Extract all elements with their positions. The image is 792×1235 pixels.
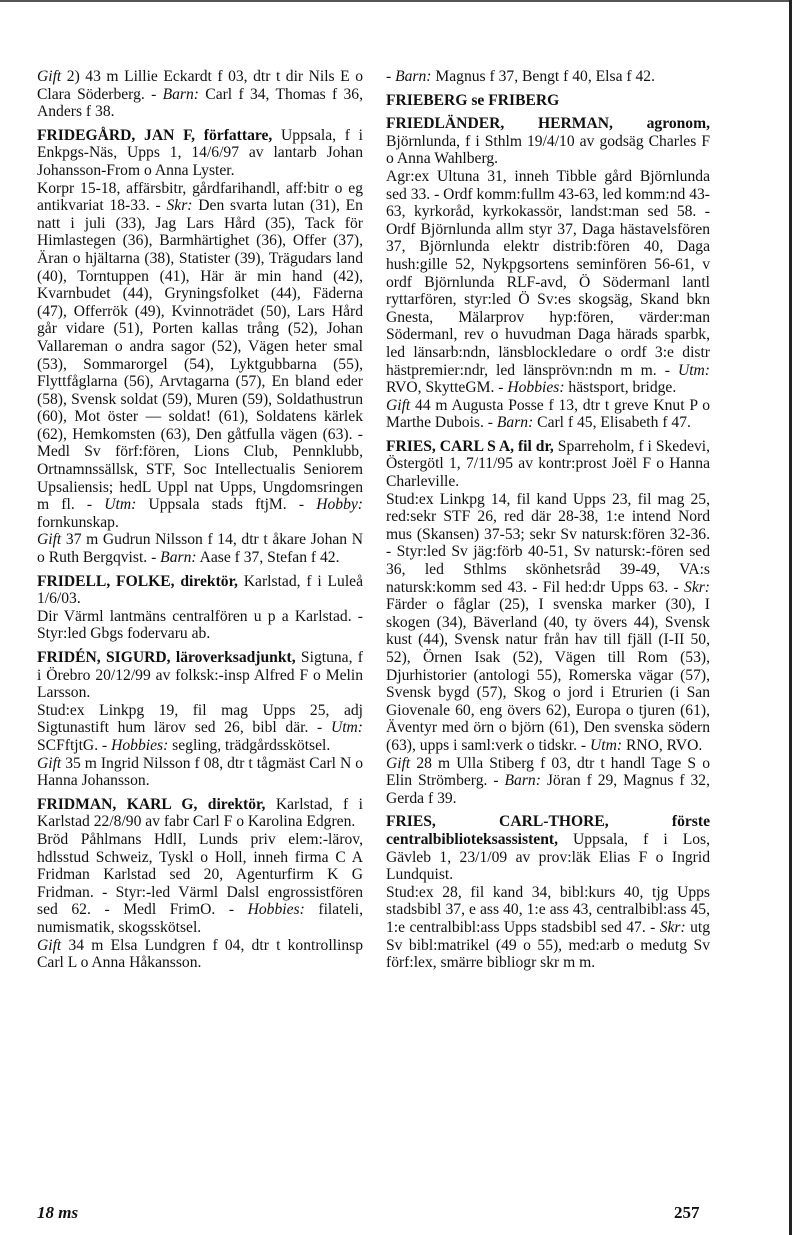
field-label: Gift [37,531,62,549]
entry-text: RNO, RVO. [622,736,703,754]
right-column [386,68,710,972]
entry-text: Carl f 34, Thomas f 36, Anders f 38. [37,85,363,121]
entry-text: Stud:ex Linkpg 14, fil kand Upps 23, fil mag 25, red:sekr STF 26, red där 28-38, 1:e intend Nord mus (Skansen) 37-53; sekr Sv natursk:fören 32-36. - Styr:led Sv jäg:förb 40-51, Sv natursk:-fören sed 36, led Sthlms skönhetsråd 39-49, VA:s natursk:komm sed 43. - Fil hed:dr Upps 63. - [386,490,710,596]
field-label: Hobbies: [111,736,169,754]
field-label: Barn: [162,85,199,103]
entry-text: Sigtuna, f i Örebro 20/12/99 av folksk:-insp Alfred F o Melin Larsson. [37,649,363,702]
field-label: Utm: [104,496,137,514]
entry-paragraph [386,115,710,168]
field-label: Hobbies: [507,379,565,397]
field-label: Utm: [590,736,623,754]
entry-text: utg Sv bibl:matrikel (49 o 55), med:arb o medutg Sv förf:lex, smärre bibliogr skr m m. [386,918,711,972]
entry-text: filateli, numismatik, skogsskötsel. [37,901,363,936]
entry-headword: FRIDELL, FOLKE, direktör, [37,572,238,590]
left-column [37,68,363,972]
entry-text: segling, trädgårdsskötsel. [168,736,331,754]
field-label: Hobby: [316,496,363,514]
entry-text: SCFftjtG. - [37,736,112,754]
body-paragraph [386,491,710,755]
entry-text: fornkunskap. [37,513,119,531]
entry-paragraph [37,127,363,180]
body-paragraph [37,531,363,566]
entry-text: Stud:ex Linkpg 19, fil mag Upps 25, adj Sigtunastift hum lärov sed 26, bibl där. - [37,701,363,737]
entry-text: Karlstad, f i Karlstad 22/8/90 av fabr Carl F o Karolina Edgren. [37,795,363,831]
entry-text: Jöran f 29, Magnus f 32, Gerda f 39. [386,772,710,807]
scan-top-edge [0,0,792,2]
body-paragraph [37,68,363,121]
entry-text: Agr:ex Ultuna 31, inneh Tibble gård Björnlunda sed 33. - Ordf komm:fullm 43-63, led komm:nd 43-63, kyrkoråd, kyrkokassör, landst:man sed 58. - Ordf Björnlunda allm styr 37, Daga hästavelsfören 37, Björnlunda elektr distrib:fören 40, Daga hush:gille 52, Nykpgsortens seminfören 56-61, v ordf Björnlunda RLF-avd, Ö Södermanl lantl ryttarfören, styr:led Ö Sv:es skogsäg, Skand bkn Gnesta, Mälarprov hyp:fören, värder:man Södermanl, rev o huvudman Daga härads sparbk, led länsarb:ndn, länsblockledare o ordf 3:e distr hästpremier:ndr, led länsprövn:ndn m m. - [386,167,710,379]
entry-text: Carl f 45, Elisabeth f 47. [533,414,691,432]
entry-text: Bröd Påhlmans HdlI, Lunds priv elem:-lärov, hdlsstud Schweiz, Tyskl o Holl, inneh firma C A Fridman Karlstad sed 20, Agenturfirm K G Fridman. - Styr:-led Värml Dalsl engrossistfören sed 62. - Medl FrimO. - [37,830,363,919]
entry-headword: FRIEBERG se FRIBERG [386,91,560,109]
entry-text: Sparreholm, f i Skedevi, Östergötl 1, 7/11/95 av kontr:prost Joël F o Hanna Charleville. [386,437,710,491]
entry-paragraph [37,796,363,831]
field-label: Gift [386,754,411,772]
body-paragraph [386,755,710,808]
entry-text: Uppsala, f i Los, Gävleb 1, 23/1/09 av prov:läk Elias F o Ingrid Lundquist. [386,830,710,884]
page-number: 257 [674,1203,700,1222]
entry-text: Färder o fåglar (25), I svenska marker (30), I skogen (34), Bäverland (40, ty övers 44), Svensk kust (44), Svensk natur från hav till fjäll (I-II 50, 52), Örnen Isak (52), Vägen till Rom (53), Djurhistorier (antologi 55), Romerska vägar (57), Svensk bygd (57), Skog o jord i Etrurien (i San Giovenale 60, eng övers 62), Europa o tjuren (61), Äventyr med örn o björn (61), Den svenska södern (63), upps i saml:verk o tidskr. - [386,596,710,754]
entry-paragraph [386,813,710,883]
body-paragraph [37,608,363,643]
field-label: Gift [37,936,62,954]
entry-text: 28 m Ulla Stiberg f 03, dtr t handl Tage S o Elin Strömberg. - [386,754,710,790]
entry-text: 2) 43 m Lillie Eckardt f 03, dtr t dir Nils E o Clara Söderberg. - [37,68,363,103]
body-paragraph [386,397,710,432]
entry-text: Dir Värml lantmäns centralfören u p a Karlstad. - Styr:led Gbgs fodervaru ab. [37,607,363,643]
field-label: Barn: [496,414,534,432]
body-paragraph [37,937,363,972]
entry-text: Magnus f 37, Bengt f 40, Elsa f 42. [431,68,655,85]
entry-headword: FRIDMAN, KARL G, direktör, [37,795,266,813]
body-paragraph [37,755,363,790]
body-paragraph [37,180,363,532]
entry-text: Den svarta lutan (31), En natt i juli (33), Jag Lars Hård (35), Tack för Himlastegen (36), Barmhärtighet (36), Offer (37), Äran o hjältarna (38), Statister (39), Trägudars land (40), Torntuppen (41), Här är min hand (42), Kvarnbudet (44), Gryningsfolket (44), Fäderna (47), Offerrök (49), Kvinnoträdet (50), Lars Hård går vidare (51), Porten kallas trång (52), Johan Vallareman o andra sagor (52), Vägen heter smal (53), Sommarorgel (54), Lyktgubbarna (55), Flyttfåglarna (56), Arvtagarna (57), En bland eder (58), Svensk soldat (59), Muren (59), Soldathustrun (60), Mot öster — soldat! (61), Soldatens kärlek (62), Hemkomsten (63), Den gåtfulla vägen (63). - Medl Sv förf:fören, Lions Club, Pennklubb, Ortnamnssällsk, STF, Soc Intellectualis Seniorem Upsaliensis; hedL Uppl nat Upps, Ungdomsringen m fl. - [37,197,363,514]
body-paragraph [37,831,363,937]
field-label: Skr: [166,197,193,215]
field-label: Barn: [504,772,541,790]
entry-text: 34 m Elsa Lundgren f 04, dtr t kontrollinsp Carl L o Anna Håkansson. [37,936,363,972]
body-paragraph [37,702,363,755]
entry-headword: FRIES, CARL-THORE, förste centralbiblioteksassistent, [386,813,710,848]
field-label: Skr: [684,578,710,596]
field-label: Utm: [677,361,710,379]
entry-headword: FRIES, CARL S A, fil dr, [386,437,554,455]
entry-text: Stud:ex 28, fil kand 34, bibl:kurs 40, tjg Upps stadsbibl 37, e ass 40, 1:e ass 43, centralbibl:ass 45, 1:e centralbibl:ass Upps stadsbibl sed 47. - [386,883,710,936]
entry-text: - [386,68,396,85]
entry-text: RVO, SkytteGM. - [386,379,508,397]
entry-headword: FRIDEGÅRD, JAN F, författare, [37,126,273,144]
entry-paragraph [37,573,363,608]
field-label: Barn: [160,549,197,567]
entry-paragraph [386,438,710,491]
entry-paragraph [37,649,363,702]
entry-headword: FRIEDLÄNDER, HERMAN, agronom, [386,115,710,133]
entry-text: Aase f 37, Stefan f 42. [196,549,340,567]
body-paragraph [386,68,710,86]
entry-text: Uppsala, f i Enkpgs-Näs, Upps 1, 14/6/97 av lantarb Johan Johansson-From o Anna Lyster. [37,126,363,179]
entry-text: Karlstad, f i Luleå 1/6/03. [37,572,363,608]
entry-text: 35 m Ingrid Nilsson f 08, dtr t tågmäst Carl N o Hanna Johansson. [37,754,363,790]
entry-text: 44 m Augusta Posse f 13, dtr t greve Knut P o Marthe Dubois. - [386,396,710,432]
field-label: Utm: [330,719,363,737]
body-paragraph [386,884,710,972]
field-label: Skr: [659,918,686,936]
field-label: Gift [37,754,62,772]
entry-text: Björnlunda, f i Sthlm 19/4/10 av godsäg Charles F o Anna Wahlberg. [386,132,710,168]
body-paragraph [386,168,710,397]
field-label: Barn: [395,68,432,85]
field-label: Hobbies: [247,901,305,919]
entry-text: Korpr 15-18, affärsbitr, gårdfarihandl, aff:bitr o eg antikvariat 18-33. - [37,179,363,215]
entry-text: hästsport, bridge. [564,379,677,397]
entry-text: 37 m Gudrun Nilsson f 14, dtr t åkare Johan N o Ruth Bergqvist. - [37,531,363,567]
entry-text: Uppsala stads ftjM. - [136,496,317,514]
entry-headword: FRIDÉN, SIGURD, läroverksadjunkt, [37,649,296,666]
field-label: Gift [37,68,62,85]
footer-signature: 18 ms [37,1203,79,1222]
field-label: Gift [386,396,411,414]
entry-paragraph [386,92,710,110]
